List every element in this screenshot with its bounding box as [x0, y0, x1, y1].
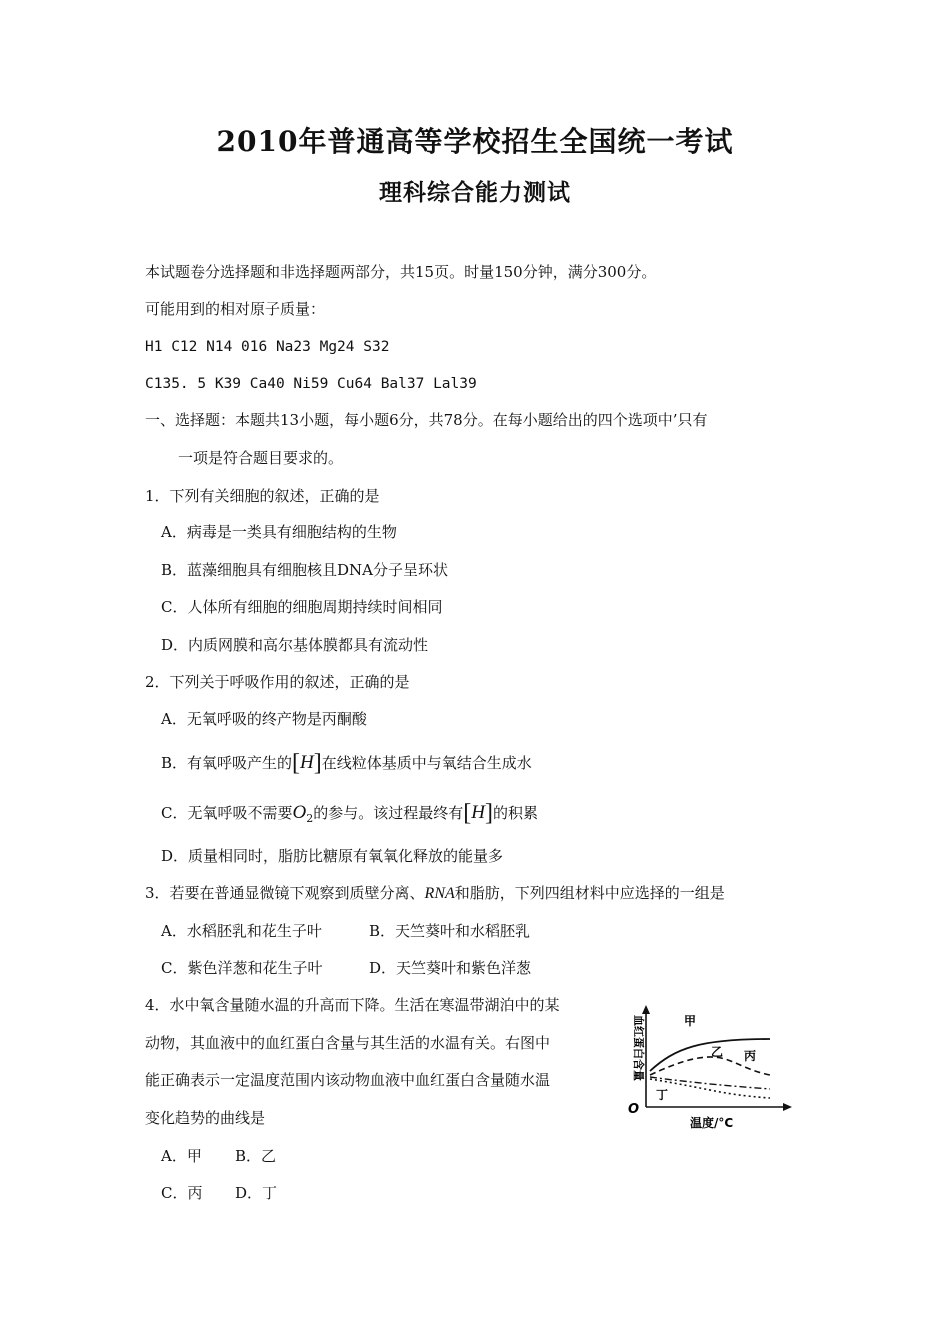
q3-stem: 3．若要在普通显微镜下观察到质壁分离、RNA和脂肪，下列四组材料中应选择的一组是 [145, 884, 725, 902]
intro-line-1: 本试题卷分选择题和非选择题两部分，共15页。时量150分钟，满分300分。 [145, 263, 657, 281]
hydrogen-symbol: H [300, 752, 314, 773]
q2-option-c: C．无氧呼吸不需要$O_2$的参与。该过程最终有[H]的积累 [161, 800, 538, 826]
oxygen-symbol: O [292, 802, 307, 823]
q4-option-d: D．丁 [235, 1184, 278, 1202]
q1-option-b: B．蓝藻细胞具有细胞核且DNA分子呈环状 [161, 561, 449, 579]
y-axis-label: 血红蛋白含量 [632, 1015, 645, 1081]
q4-stem-line-4: 变化趋势的曲线是 [145, 1109, 266, 1127]
exam-subtitle: 理科综合能力测试 [379, 179, 571, 206]
q2-option-a: A．无氧呼吸的终产物是丙酮酸 [161, 710, 367, 728]
q1-option-a: A．病毒是一类具有细胞结构的生物 [161, 523, 397, 541]
q2-option-d: D．质量相同时，脂肪比糖原有氧氧化释放的能量多 [161, 847, 504, 865]
series-label-jia: 甲 [684, 1014, 697, 1028]
q3-option-c: C．紫色洋葱和花生子叶 [161, 959, 323, 977]
q2-option-b: B．有氧呼吸产生的[H]在线粒体基质中与氧结合生成水 [161, 750, 532, 776]
q4-option-c: C．丙 [161, 1184, 203, 1202]
series-label-bing: 丙 [744, 1049, 757, 1063]
hydrogen-symbol: H [471, 802, 485, 823]
x-axis-label: 温度/°C [690, 1116, 734, 1130]
atomic-masses-line-1: H1 C12 N14 016 Na23 Mg24 S32 [145, 339, 390, 355]
origin-label: O [628, 1102, 640, 1117]
y-axis-arrow [642, 1005, 650, 1014]
q3-option-a: A．水稻胚乳和花生子叶 [161, 922, 322, 940]
q4-option-b: B．乙 [235, 1147, 277, 1165]
q4-option-a: A．甲 [161, 1147, 202, 1165]
q1-option-d: D．内质网膜和高尔基体膜都具有流动性 [161, 636, 429, 654]
q4-stem-line-2: 动物，其血液中的血红蛋白含量与其生活的水温有关。右图中 [145, 1034, 551, 1052]
q3-option-b: B．天竺葵叶和水稻胚乳 [369, 922, 531, 940]
q1-option-c: C．人体所有细胞的细胞周期持续时间相同 [161, 598, 443, 616]
series-label-yi: 乙 [711, 1045, 724, 1059]
atomic-masses-line-2: C135. 5 K39 Ca40 Ni59 Cu64 Bal37 Lal39 [145, 376, 477, 392]
hemoglobin-temperature-chart [620, 1003, 800, 1133]
exam-title: 2010年普通高等学校招生全国统一考试 [216, 125, 734, 158]
section-instructions-line-2: 一项是符合题目要求的。 [178, 449, 344, 467]
section-instructions-line-1: 一、选择题：本题共13小题，每小题6分，共78分。在每小题给出的四个选项中’只有 [145, 411, 708, 429]
q2-stem: 2．下列关于呼吸作用的叙述，正确的是 [145, 673, 410, 691]
q4-stem-line-1: 4．水中氧含量随水温的升高而下降。生活在寒温带湖泊中的某 [145, 996, 560, 1014]
q1-stem: 1．下列有关细胞的叙述，正确的是 [145, 487, 380, 505]
series-label-ding: 丁 [656, 1088, 669, 1102]
x-axis-arrow [783, 1103, 792, 1111]
intro-line-2: 可能用到的相对原子质量： [145, 300, 326, 318]
q3-option-d: D．天竺葵叶和紫色洋葱 [369, 959, 532, 977]
q4-stem-line-3: 能正确表示一定温度范围内该动物血液中血红蛋白含量随水温 [145, 1071, 551, 1089]
